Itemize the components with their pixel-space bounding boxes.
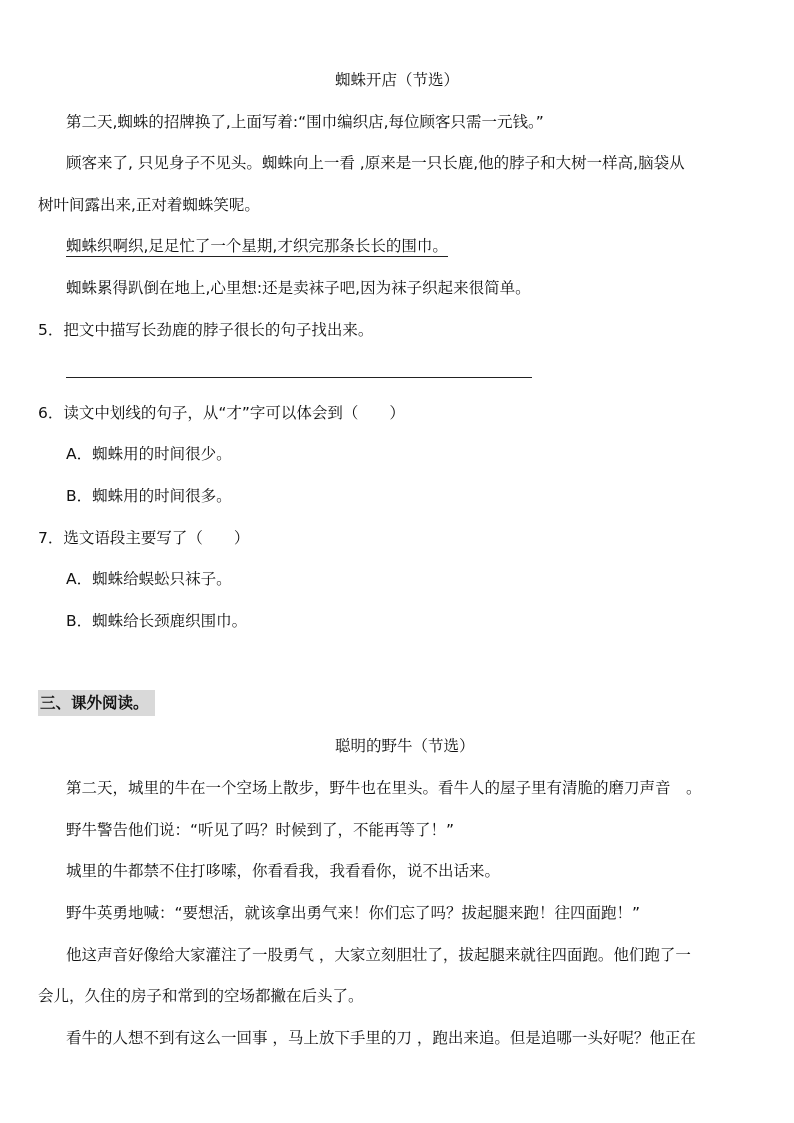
passage2-line-1: 第二天，城里的牛在一个空场上散步，野牛也在里头。看牛人的屋子里有清脆的磨刀声音 。 [66,779,702,797]
passage2-line-3: 城里的牛都禁不住打哆嗦，你看看我，我看看你，说不出话来。 [66,862,501,880]
underlined-sentence [66,236,448,256]
section-heading: 三、课外阅读。 [38,690,155,716]
passage1-line-3: 树叶间露出来,正对着蜘蛛笑呢。 [38,196,260,214]
passage2-line-7: 看牛的人想不到有这么一回事 ，马上放下手里的刀 ，跑出来追。但是追哪一头好呢？他正在 [66,1029,696,1047]
answer-blank-line[interactable] [66,377,532,378]
passage2-line-6: 会儿，久住的房子和常到的空场都撇在后头了。 [38,987,364,1005]
question-7: 7．选文语段主要写了（ ） [38,529,250,547]
passage2-title: 聪明的野牛（节选） [335,737,475,755]
question-5: 5．把文中描写长劲鹿的脖子很长的句子找出来。 [38,321,374,339]
question-7-option-b[interactable]: B．蜘蛛给长颈鹿织围巾。 [66,612,248,630]
passage2-line-4: 野牛英勇地喊：“要想活，就该拿出勇气来！你们忘了吗？拔起腿来跑！往四面跑！” [66,904,641,922]
passage2-line-2: 野牛警告他们说：“听见了吗？时候到了，不能再等了！” [66,821,455,839]
passage1-title: 蜘蛛开店（节选） [334,71,459,89]
question-6-option-a[interactable]: A．蜘蛛用的时间很少。 [66,445,232,463]
passage1-line-2: 顾客来了, 只见身子不见头。蜘蛛向上一看 ,原来是一只长鹿,他的脖子和大树一样高,脑袋从 [66,154,685,172]
passage1-line-5: 蜘蛛累得趴倒在地上,心里想:还是卖袜子吧,因为袜子织起来很简单。 [66,279,531,297]
passage1-line-1: 第二天,蜘蛛的招牌换了,上面写着:“围巾编织店,每位顾客只需一元钱。” [66,113,544,131]
underlined-sentence-text: 蜘蛛织啊织,足足忙了一个星期,才织完那条长长的围巾。 [66,237,448,255]
question-6: 6．读文中划线的句子，从“才”字可以体会到（ ） [38,404,405,422]
question-6-option-b[interactable]: B．蜘蛛用的时间很多。 [66,487,232,505]
passage2-line-5: 他这声音好像给大家灌注了一股勇气 ，大家立刻胆壮了，拔起腿来就往四面跑。他们跑了一 [66,946,691,964]
question-7-option-a[interactable]: A．蜘蛛给蜈蚣只袜子。 [66,570,232,588]
